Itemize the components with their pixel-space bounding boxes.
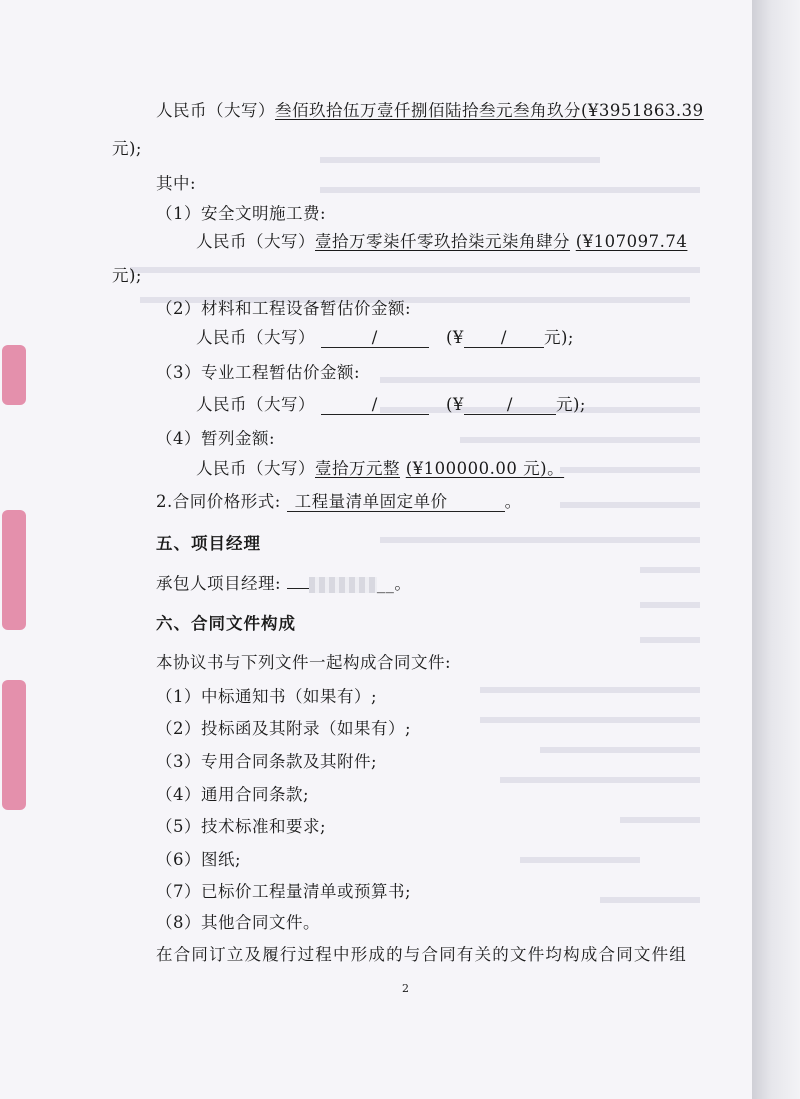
doc-list-item	[156, 912, 320, 934]
item-1-amount	[196, 231, 687, 253]
section-6-heading-text: 六、合同文件构成	[156, 614, 296, 633]
contract-price-end: 元);	[112, 139, 142, 158]
doc-item-1: （1）中标通知书（如果有）;	[156, 687, 378, 706]
doc-item-7: （7）已标价工程量清单或预算书;	[156, 882, 412, 901]
item-4-words: 壹拾万元整	[315, 459, 400, 478]
item-2-yen: (¥	[446, 328, 464, 347]
doc-list-item	[156, 816, 326, 838]
item-2-blank-number: /	[464, 329, 544, 348]
item-1-title	[156, 203, 326, 225]
item-2-blank-words: /	[321, 329, 429, 348]
project-manager-label: 承包人项目经理:	[156, 574, 282, 593]
item-4-amount	[196, 458, 564, 480]
item-1-number: (¥107097.74	[575, 232, 688, 251]
item-4-title	[156, 428, 275, 450]
price-form-label: 2.合同价格形式:	[156, 492, 281, 511]
project-manager-blank	[287, 588, 309, 589]
item-1-title-text: （1）安全文明施工费:	[156, 204, 327, 223]
contract-price-continuation	[112, 138, 142, 160]
including-label	[156, 173, 196, 195]
item-1-continuation	[112, 265, 142, 287]
item-1-words: 壹拾万零柒仟零玖拾柒元柒角肆分	[315, 232, 570, 251]
item-4-number: (¥100000.00 元)。	[405, 459, 565, 478]
section-6-heading	[156, 613, 296, 635]
section-6-intro-text: 本协议书与下列文件一起构成合同文件:	[156, 653, 452, 672]
item-3-close: 元);	[555, 395, 586, 414]
contract-price-prefix: 人民币（大写）	[156, 101, 275, 120]
price-form-end: 。	[504, 492, 522, 511]
item-3-yen: (¥	[446, 395, 464, 414]
doc-item-6: （6）图纸;	[156, 850, 242, 869]
item-2-title-text: （2）材料和工程设备暂估价金额:	[156, 299, 412, 318]
doc-list-item	[156, 686, 377, 708]
item-3-amount	[196, 394, 586, 416]
item-3-blank-number: /	[464, 396, 556, 415]
seal-mark-bottom	[2, 680, 26, 810]
seal-mark-top	[2, 345, 26, 405]
item-2-title	[156, 298, 411, 320]
doc-item-8: （8）其他合同文件。	[156, 913, 320, 932]
price-form-line	[156, 491, 522, 513]
doc-item-5: （5）技术标准和要求;	[156, 817, 327, 836]
doc-item-4: （4）通用合同条款;	[156, 785, 310, 804]
item-3-title-text: （3）专业工程暂估价金额:	[156, 363, 361, 382]
item-4-title-text: （4）暂列金额:	[156, 429, 276, 448]
project-manager-end: __。	[376, 574, 412, 593]
doc-list-item	[156, 881, 411, 903]
including-text: 其中:	[156, 174, 197, 193]
item-3-prefix: 人民币（大写）	[196, 395, 315, 414]
scan-margin	[752, 0, 800, 1099]
doc-list-item	[156, 718, 411, 740]
page-number: 2	[402, 982, 409, 995]
doc-list-item	[156, 849, 241, 871]
item-2-amount	[196, 327, 574, 349]
contract-price-number: (¥3951863.39	[581, 101, 704, 120]
section-6-intro	[156, 652, 451, 674]
contract-price-line	[156, 100, 704, 122]
item-3-blank-words: /	[321, 396, 429, 415]
item-2-close: 元);	[543, 328, 574, 347]
item-2-prefix: 人民币（大写）	[196, 328, 315, 347]
section-5-heading	[156, 533, 261, 555]
section-5-heading-text: 五、项目经理	[156, 534, 261, 553]
item-1-prefix: 人民币（大写）	[196, 232, 315, 251]
price-form-value: 工程量清单固定单价	[287, 493, 505, 512]
contract-price-words: 叁佰玖拾伍万壹仟捌佰陆拾叁元叁角玖分	[275, 101, 581, 120]
seal-mark-middle	[2, 510, 26, 630]
project-manager-redacted	[309, 577, 377, 593]
doc-item-2: （2）投标函及其附录（如果有）;	[156, 719, 412, 738]
closing-text: 在合同订立及履行过程中形成的与合同有关的文件均构成合同文件组	[156, 945, 687, 964]
item-3-title	[156, 362, 360, 384]
closing-line	[156, 944, 687, 966]
doc-item-3: （3）专用合同条款及其附件;	[156, 752, 378, 771]
item-4-prefix: 人民币（大写）	[196, 459, 315, 478]
doc-list-item	[156, 751, 377, 773]
item-1-end: 元);	[112, 266, 142, 285]
project-manager-line	[156, 573, 411, 595]
doc-list-item	[156, 784, 309, 806]
